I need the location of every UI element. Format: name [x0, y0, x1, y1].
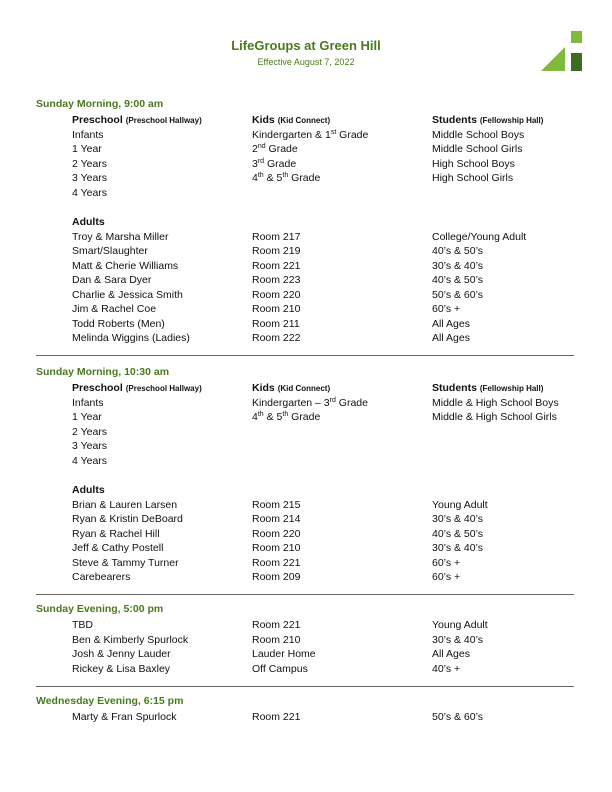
room-cell: Room 210 [252, 633, 301, 646]
leader-cell: TBD [72, 619, 93, 631]
age-cell: 30’s & 40’s [432, 259, 483, 272]
room-cell: Room 209 [252, 571, 301, 583]
preschool-cell: Infants [72, 128, 104, 141]
room-cell: Lauder Home [252, 648, 316, 660]
age-cell: 60’s + [432, 303, 461, 315]
table-row [0, 633, 612, 647]
leader-cell: Smart/Slaughter [72, 245, 148, 257]
room-cell: Room 219 [252, 245, 301, 257]
section-heading: Sunday Evening, 5:00 pm [36, 603, 164, 615]
room-cell: Room 221 [252, 556, 301, 569]
table-row [0, 317, 612, 331]
leader-cell: Steve & Tammy Turner [72, 556, 179, 569]
table-row [0, 556, 612, 570]
table-row [0, 454, 612, 468]
room-cell: Room 211 [252, 317, 300, 330]
room-cell: Room 210 [252, 542, 301, 554]
table-row [0, 662, 612, 676]
room-cell: Room 220 [252, 288, 301, 301]
table-row [0, 498, 612, 512]
adults-header: Adults [72, 484, 105, 496]
section-heading: Wednesday Evening, 6:15 pm [36, 695, 184, 707]
age-cell: All Ages [432, 332, 470, 344]
section-divider [36, 686, 574, 687]
table-row [0, 512, 612, 526]
age-cell: 40’s & 50’s [432, 274, 483, 286]
preschool-cell: 1 Year [72, 411, 102, 423]
table-row [0, 186, 612, 200]
kids-cell: 4th & 5th Grade [252, 172, 321, 184]
room-cell: Room 223 [252, 274, 301, 286]
leader-cell: Rickey & Lisa Baxley [72, 662, 171, 675]
preschool-cell: 4 Years [72, 454, 108, 467]
table-row [0, 288, 612, 302]
table-row [0, 439, 612, 453]
room-cell: Room 220 [252, 527, 301, 540]
leader-cell: Jim & Rachel Coe [72, 303, 157, 315]
students-cell: Middle School Girls [432, 143, 523, 155]
kids-cell: 4th & 5th Grade [252, 411, 321, 423]
table-row [0, 647, 612, 661]
room-cell: Room 217 [252, 230, 301, 243]
table-row [0, 171, 612, 185]
leader-cell: Ben & Kimberly Spurlock [72, 633, 189, 646]
age-cell: 40’s & 50’s [432, 245, 483, 257]
table-row [0, 710, 612, 724]
preschool-header: Preschool (Preschool Hallway) [72, 114, 202, 126]
age-cell: 30’s & 40’s [432, 542, 483, 554]
preschool-cell: 4 Years [72, 186, 108, 199]
table-row [0, 157, 612, 171]
room-cell: Room 221 [252, 259, 301, 272]
table-row [0, 618, 612, 632]
age-cell: College/Young Adult [432, 230, 527, 243]
age-cell: All Ages [432, 648, 470, 660]
age-cell: 60’s + [432, 556, 461, 569]
students-header: Students (Fellowship Hall) [432, 114, 544, 126]
room-cell: Room 210 [252, 303, 301, 315]
section-heading: Sunday Morning, 9:00 am [36, 98, 164, 110]
students-header: Students (Fellowship Hall) [432, 382, 544, 394]
table-row [0, 541, 612, 555]
preschool-header: Preschool (Preschool Hallway) [72, 382, 202, 394]
table-row [0, 302, 612, 316]
room-cell: Room 221 [252, 711, 301, 723]
room-cell: Room 214 [252, 513, 301, 525]
age-cell: Young Adult [432, 619, 488, 631]
leader-cell: Troy & Marsha Miller [72, 230, 169, 243]
leader-cell: Charlie & Jessica Smith [72, 288, 183, 301]
kids-cell: Kindergarten & 1st Grade [252, 128, 369, 141]
leader-cell: Carebearers [72, 571, 131, 583]
leader-cell: Brian & Lauren Larsen [72, 498, 178, 511]
room-cell: Room 222 [252, 332, 301, 344]
table-row [0, 128, 612, 142]
table-row [0, 527, 612, 541]
adults-header-row [0, 483, 612, 497]
preschool-cell: 2 Years [72, 157, 108, 170]
age-cell: 40’s & 50’s [432, 527, 483, 540]
students-cell: Middle School Boys [432, 128, 525, 141]
age-cell: 30’s & 40’s [432, 513, 483, 525]
age-cell: Young Adult [432, 498, 488, 511]
section-divider [36, 355, 574, 356]
students-cell: Middle & High School Girls [432, 411, 557, 423]
students-cell: Middle & High School Boys [432, 396, 559, 409]
kids-cell: Kindergarten – 3rd Grade [252, 396, 368, 409]
room-cell: Off Campus [252, 662, 308, 675]
leader-cell: Matt & Cherie Williams [72, 259, 179, 272]
effective-date: Effective August 7, 2022 [257, 57, 355, 67]
leader-cell: Dan & Sara Dyer [72, 274, 152, 286]
age-cell: All Ages [432, 317, 470, 330]
table-row [0, 244, 612, 258]
room-cell: Room 221 [252, 619, 301, 631]
table-row [0, 396, 612, 410]
leader-cell: Ryan & Rachel Hill [72, 527, 160, 540]
section-heading: Sunday Morning, 10:30 am [36, 366, 170, 378]
leader-cell: Jeff & Cathy Postell [72, 542, 164, 554]
kids-cell: 3rd Grade [252, 157, 297, 170]
preschool-cell: 1 Year [72, 143, 102, 155]
table-row [0, 410, 612, 424]
age-cell: 40’s + [432, 662, 461, 675]
adults-header-row [0, 215, 612, 229]
table-row [0, 425, 612, 439]
leader-cell: Melinda Wiggins (Ladies) [72, 332, 190, 344]
table-row [0, 331, 612, 345]
table-row [0, 142, 612, 156]
kids-cell: 2nd Grade [252, 143, 298, 155]
green-hill-logo-icon [541, 31, 583, 73]
table-row [0, 570, 612, 584]
kids-header: Kids (Kid Connect) [252, 382, 331, 394]
leader-cell: Marty & Fran Spurlock [72, 711, 177, 723]
students-cell: High School Girls [432, 172, 514, 184]
leader-cell: Josh & Jenny Lauder [72, 648, 171, 660]
age-cell: 60’s + [432, 571, 461, 583]
section-divider [36, 594, 574, 595]
kids-header: Kids (Kid Connect) [252, 114, 331, 126]
age-group-header-row [0, 381, 612, 395]
preschool-cell: 3 Years [72, 440, 108, 452]
age-cell: 50’s & 60’s [432, 711, 483, 723]
room-cell: Room 215 [252, 498, 301, 511]
page-title: LifeGroups at Green Hill [231, 38, 381, 53]
preschool-cell: Infants [72, 396, 104, 409]
age-cell: 50’s & 60’s [432, 288, 483, 301]
adults-header: Adults [72, 216, 105, 228]
table-row [0, 230, 612, 244]
preschool-cell: 2 Years [72, 425, 108, 438]
students-cell: High School Boys [432, 157, 515, 170]
leader-cell: Ryan & Kristin DeBoard [72, 513, 183, 525]
age-group-header-row [0, 113, 612, 127]
age-cell: 30’s & 40’s [432, 633, 483, 646]
table-row [0, 259, 612, 273]
leader-cell: Todd Roberts (Men) [72, 317, 165, 330]
table-row [0, 273, 612, 287]
preschool-cell: 3 Years [72, 172, 108, 184]
